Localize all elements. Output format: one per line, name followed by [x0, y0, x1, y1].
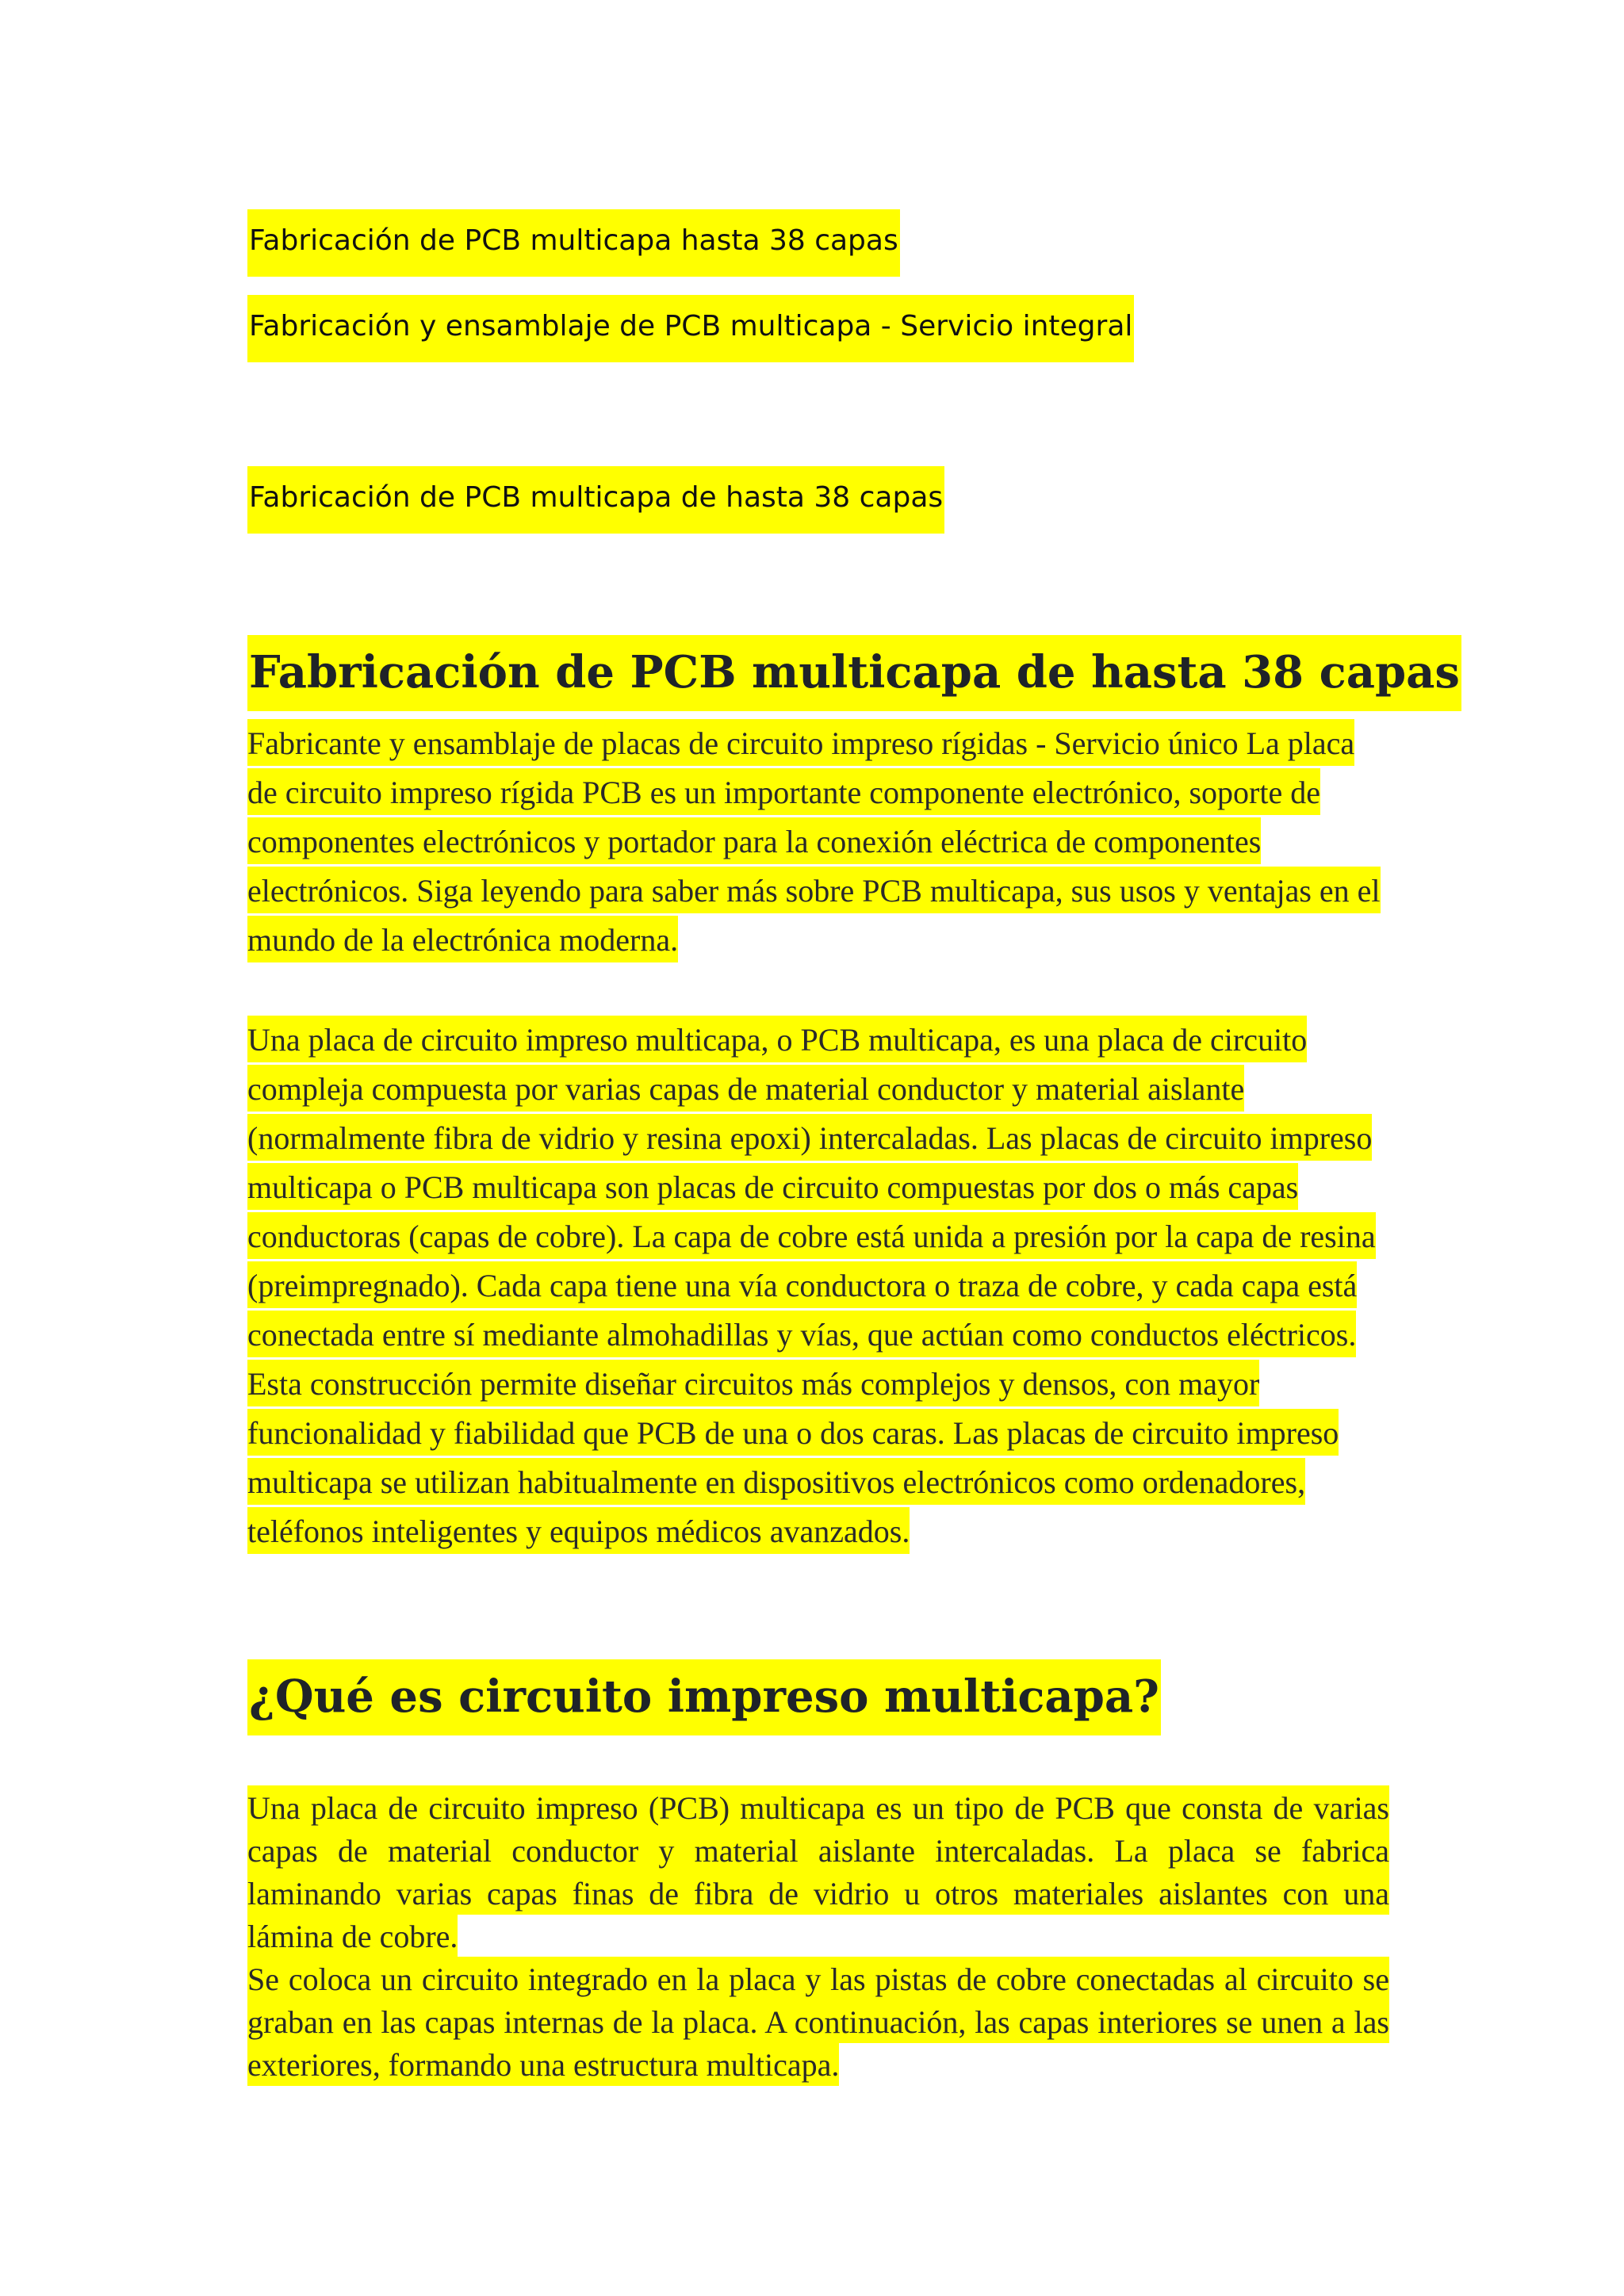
- intro-line-3: [247, 465, 944, 531]
- paragraph-intro-text: Fabricante y ensamblaje de placas de circuito impreso rígidas - Servicio único La placa de circuito impreso rígida PCB es un importante componente electrónico, soporte de componentes electrónicos y portador para la conexión eléctrica de componentes electrónicos. Siga leyendo para saber más sobre PCB multicapa, sus usos y ventajas en el mundo de la electrónica moderna.: [247, 719, 1381, 962]
- paragraph-process: [247, 1958, 1389, 2087]
- section-heading-2-text: ¿Qué es circuito impreso multicapa?: [247, 1659, 1161, 1735]
- paragraph-definition: [247, 1016, 1389, 1556]
- intro-line-3-text: Fabricación de PCB multicapa de hasta 38 capas: [247, 466, 944, 534]
- paragraph-what-is: [247, 1787, 1389, 1958]
- intro-line-1-text: Fabricación de PCB multicapa hasta 38 capas: [247, 209, 900, 277]
- paragraph-process-text: Se coloca un circuito integrado en la placa y las pistas de cobre conectadas al circuito se graban en las capas internas de la placa. A continuación, las capas interiores se unen a las exteriores, formando una estructura multicapa.: [247, 1957, 1389, 2086]
- intro-line-2-text: Fabricación y ensamblaje de PCB multicapa - Servicio integral: [247, 295, 1134, 362]
- section-heading-1-text: Fabricación de PCB multicapa de hasta 38 capas: [247, 635, 1461, 711]
- paragraph-what-is-text: Una placa de circuito impreso (PCB) multicapa es un tipo de PCB que consta de varias capas de material conductor y material aislante intercaladas. La placa se fabrica laminando varias capas finas de fibra de vidrio u otros materiales aislantes con una lámina de cobre.: [247, 1785, 1389, 1957]
- intro-line-1: [247, 208, 900, 274]
- intro-line-2: [247, 293, 1134, 360]
- section-heading-1: [247, 634, 1461, 710]
- section-heading-2: [247, 1659, 1161, 1735]
- paragraph-definition-text: Una placa de circuito impreso multicapa, o PCB multicapa, es una placa de circuito compleja compuesta por varias capas de material conductor y material aislante (normalmente fibra de vidrio y resina epoxi) intercaladas. Las placas de circuito impreso multicapa o PCB multicapa son placas de circuito compuestas por dos o más capas conductoras (capas de cobre). La capa de cobre está unida a presión por la capa de resina (preimpregnado). Cada capa tiene una vía conductora o traza de cobre, y cada capa está conectada entre sí mediante almohadillas y vías, que actúan como conductos eléctricos. Esta construcción permite diseñar circuitos más complejos y densos, con mayor funcionalidad y fiabilidad que PCB de una o dos caras. Las placas de circuito impreso multicapa se utilizan habitualmente en dispositivos electrónicos como ordenadores, teléfonos inteligentes y equipos médicos avanzados.: [247, 1016, 1376, 1554]
- paragraph-intro: [247, 719, 1389, 965]
